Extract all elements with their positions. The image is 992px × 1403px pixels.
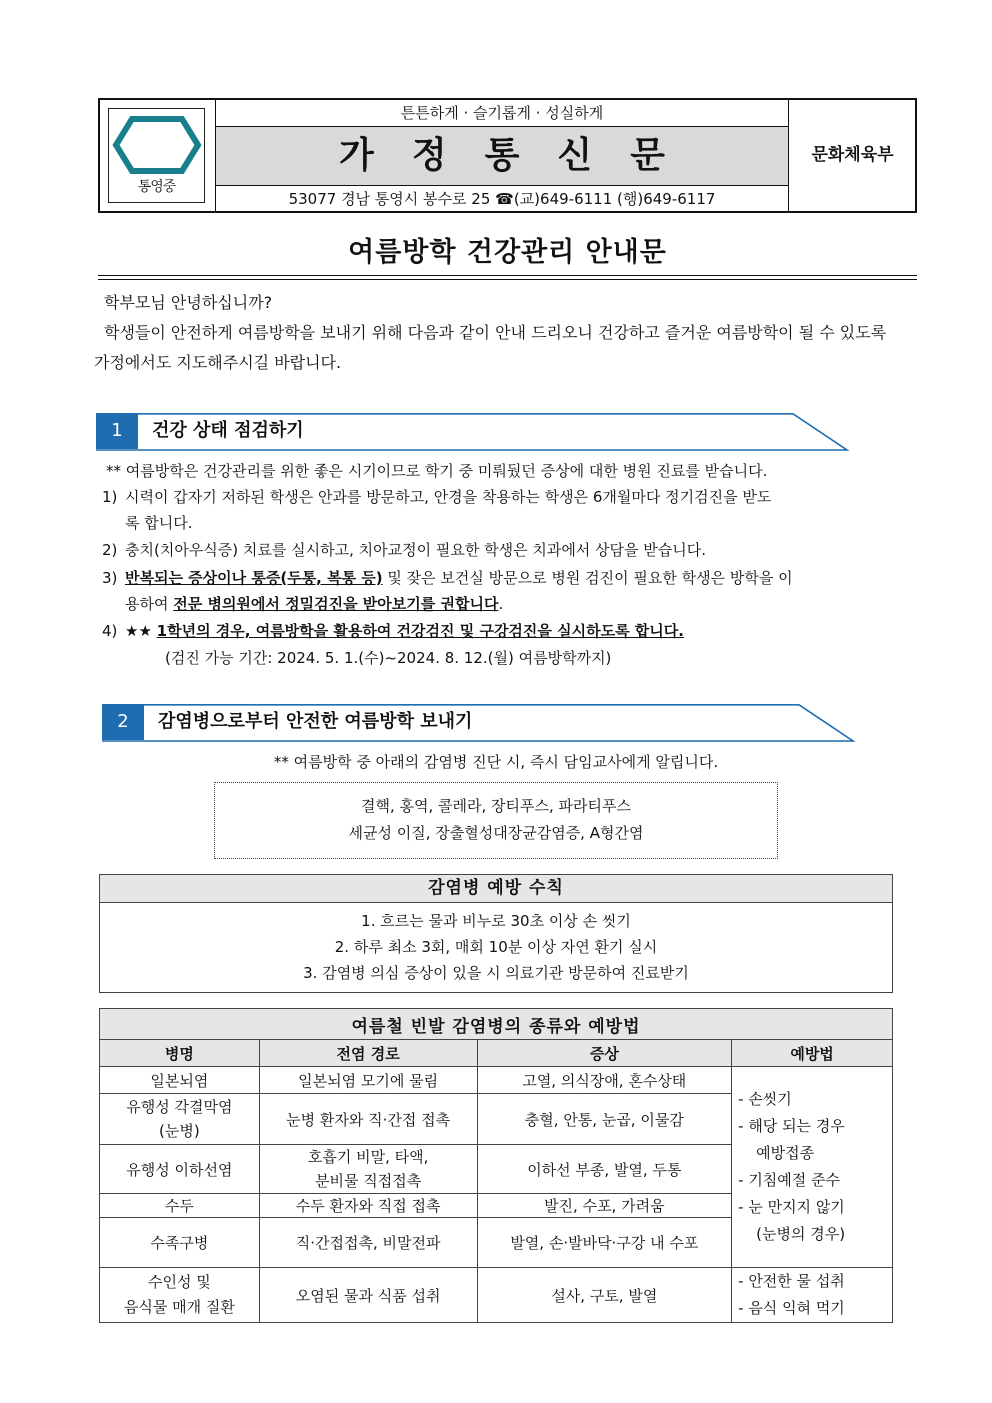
- prevention-item: - 기침예절 준수: [738, 1171, 841, 1189]
- symptoms: 설사, 구토, 발열: [477, 1268, 732, 1323]
- checkup-period: (검진 가능 기간: 2024. 5. 1.(수)~2024. 8. 12.(월) 여름방학까지): [165, 649, 612, 667]
- disease-name: 수족구병: [100, 1218, 260, 1268]
- section-2-banner: [102, 704, 858, 744]
- disease-name: 일본뇌염: [100, 1067, 260, 1094]
- newsletter-header: [98, 98, 917, 213]
- symptoms: 발진, 수포, 가려움: [477, 1194, 732, 1218]
- title-divider-2: [98, 279, 917, 280]
- disease-list-line-1: 결핵, 홍역, 콜레라, 장티푸스, 파라티푸스: [361, 797, 631, 815]
- transmission-route: 수두 환자와 직접 접촉: [259, 1194, 477, 1218]
- school-logo: [108, 108, 205, 203]
- item-3-number: 3): [102, 569, 118, 587]
- document-title: 여름방학 건강관리 안내문: [348, 237, 667, 268]
- department-label: 문화체육부: [788, 100, 916, 211]
- item-4-number: 4): [102, 622, 118, 640]
- transmission-route: 오염된 물과 식품 섭취: [259, 1268, 477, 1323]
- logo-text: 통영중: [137, 179, 176, 195]
- column-header: 증상: [477, 1040, 732, 1067]
- item-3-pre: 용하여: [125, 595, 174, 613]
- prevention-item: - 음식 익혀 먹기: [738, 1299, 845, 1317]
- disease-table-caption: 여름철 빈발 감염병의 종류와 예방법: [100, 1009, 893, 1040]
- table-row: [100, 1268, 893, 1323]
- prevention-rules-title: 감염병 예방 수칙: [100, 875, 892, 903]
- prevention-methods: [732, 1067, 893, 1268]
- transmission-route: 눈병 환자와 직·간접 접촉: [259, 1094, 477, 1145]
- item-3-text: [125, 565, 900, 591]
- prevention-methods-2: [732, 1268, 893, 1323]
- item-4-text: [125, 618, 900, 644]
- title-divider: [98, 275, 917, 276]
- symptoms: 발열, 손·발바닥·구강 내 수포: [477, 1218, 732, 1268]
- school-logo-cell: [100, 100, 216, 211]
- disease-name: 수두: [100, 1194, 260, 1218]
- prevention-item: - 눈 만지지 않기: [738, 1198, 845, 1216]
- section-1-banner: [96, 413, 852, 453]
- item-3-end: .: [498, 595, 504, 613]
- prevention-item: - 손씻기: [738, 1090, 792, 1108]
- item-4-emphasis: 1학년의 경우, 여름방학을 활용하여 건강검진 및 구강검진을 실시하도록 합니다.: [156, 622, 684, 640]
- section-2-number: 2: [102, 704, 144, 740]
- disease-name: 유행성 각결막염 (눈병): [100, 1094, 260, 1145]
- greeting: 학부모님 안녕하십니까?: [104, 293, 273, 312]
- intro-paragraph: 학생들이 안전하게 여름방학을 보내기 위해 다음과 같이 안내 드리오니 건강하고 즐거운 여름방학이 될 수 있도록 가정에서도 지도해주시길 바랍니다.: [94, 323, 887, 372]
- item-4-stars: ★★: [125, 622, 157, 640]
- prevention-item: - 안전한 물 섭취: [738, 1272, 845, 1290]
- school-address: 53077 경남 통영시 봉수로 25 ☎(교)649-6111 (행)649-6117: [288, 190, 716, 208]
- prevention-item: - 해당 되는 경우: [738, 1117, 845, 1135]
- disease-name: 수인성 및 음식물 매개 질환: [100, 1268, 260, 1323]
- notifiable-disease-box: [214, 782, 778, 859]
- section-1-note: ** 여름방학은 건강관리를 위한 좋은 시기이므로 학기 중 미뤄뒀던 증상에 대한 병원 진료를 받습니다.: [106, 462, 768, 480]
- table-row: [100, 1067, 893, 1094]
- column-header: 병명: [100, 1040, 260, 1067]
- disease-list-line-2: 세균성 이질, 장출혈성대장균감염증, A형간염: [348, 824, 644, 842]
- prevention-rules-box: [99, 874, 893, 993]
- column-header: 예방법: [732, 1040, 893, 1067]
- prevention-rule: 2. 하루 최소 3회, 매회 10분 이상 자연 환기 실시: [334, 938, 658, 956]
- prevention-rule: 1. 흐르는 물과 비누로 30초 이상 손 씻기: [361, 912, 631, 930]
- transmission-route: 호흡기 비말, 타액, 분비물 직접접촉: [259, 1145, 477, 1194]
- prevention-rule: 3. 감염병 의심 증상이 있을 시 의료기관 방문하여 진료받기: [303, 964, 689, 982]
- newsletter-title: 가정통신문: [216, 127, 788, 186]
- disease-name: 유행성 이하선염: [100, 1145, 260, 1194]
- item-1-text: 시력이 갑자기 저하된 학생은 안과를 방문하고, 안경을 착용하는 학생은 6개월마다 정기검진을 받도: [125, 488, 772, 506]
- item-3-emphasis-2: 전문 병의원에서 정밀검진을 받아보기를 권합니다: [173, 595, 499, 613]
- item-1-number: 1): [102, 488, 118, 506]
- section-1-title: 건강 상태 점검하기: [152, 420, 304, 441]
- item-3-emphasis-1: 반복되는 증상이나 통증(두통, 복통 등): [125, 569, 383, 587]
- column-header: 전염 경로: [259, 1040, 477, 1067]
- item-3-text-cont: [125, 591, 900, 617]
- transmission-route: 일본뇌염 모기에 물림: [259, 1067, 477, 1094]
- symptoms: 고열, 의식장애, 혼수상태: [477, 1067, 732, 1094]
- school-emblem-icon: [110, 113, 204, 183]
- item-3-mid: 및 잦은 보건실 방문으로 병원 검진이 필요한 학생은 방학을 이: [382, 569, 793, 587]
- item-2-number: 2): [102, 541, 118, 559]
- item-2-text: 충치(치아우식증) 치료를 실시하고, 치아교정이 필요한 학생은 치과에서 상담을 받습니다.: [125, 541, 707, 559]
- item-1-text-cont: 록 합니다.: [125, 514, 193, 532]
- transmission-route: 직·간접접촉, 비말전파: [259, 1218, 477, 1268]
- prevention-item: 예방접종: [756, 1144, 815, 1162]
- symptoms: 이하선 부종, 발열, 두통: [477, 1145, 732, 1194]
- section-2-title: 감염병으로부터 안전한 여름방학 보내기: [158, 711, 473, 732]
- section-1-number: 1: [96, 413, 138, 449]
- symptoms: 충혈, 안통, 눈곱, 이물감: [477, 1094, 732, 1145]
- disease-table: [99, 1008, 893, 1323]
- section-2-note: ** 여름방학 중 아래의 감염병 진단 시, 즉시 담임교사에게 알립니다.: [273, 753, 719, 771]
- prevention-item: (눈병의 경우): [756, 1225, 846, 1243]
- school-motto: 튼튼하게 · 슬기롭게 · 성실하게: [216, 100, 788, 127]
